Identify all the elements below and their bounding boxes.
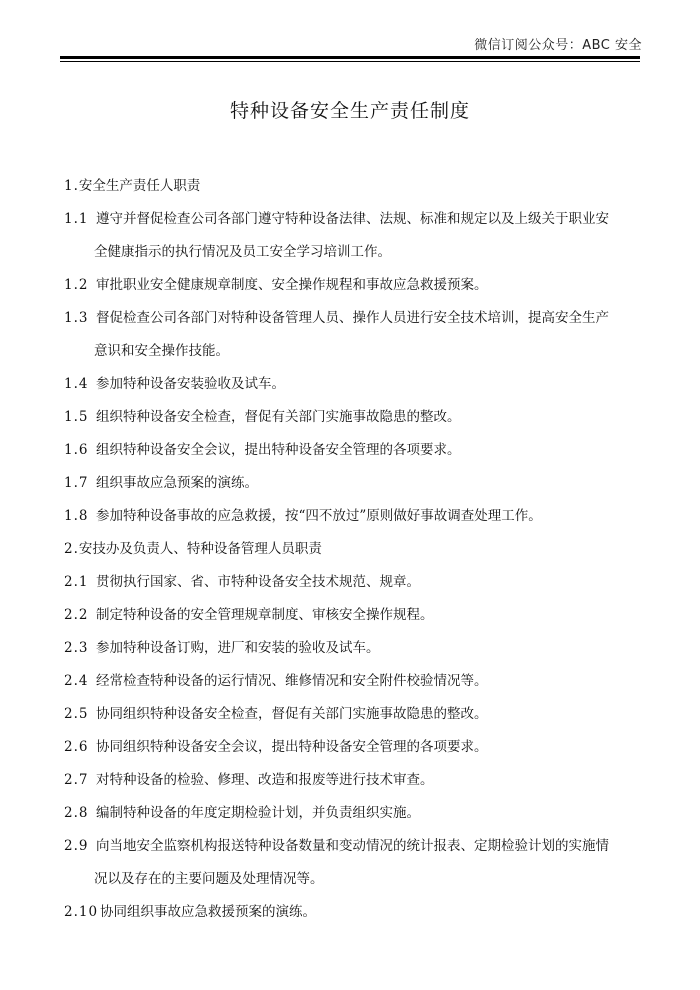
- item-text: 组织特种设备安全会议，提出特种设备安全管理的各项要求。: [96, 442, 461, 458]
- item-number: 1.4: [64, 376, 89, 392]
- item-number: 1.2: [64, 277, 89, 293]
- list-item-1-8: [64, 500, 640, 533]
- item-text: 组织事故应急预案的演练。: [96, 475, 258, 491]
- section-number: 1.: [64, 178, 79, 194]
- section-heading-2: [64, 533, 640, 566]
- item-number: 1.3: [64, 310, 89, 326]
- header-rule-thin: [60, 61, 640, 62]
- item-text: 制定特种设备的安全管理规章制度、审核安全操作规程。: [96, 607, 434, 623]
- item-number: 2.8: [64, 805, 89, 821]
- item-number: 1.8: [64, 508, 89, 524]
- list-item-2-1: [64, 566, 640, 599]
- list-item-1-6: [64, 434, 640, 467]
- list-item-2-10: [64, 896, 640, 929]
- list-item-1-1: [64, 203, 640, 269]
- section-number: 2.: [64, 541, 79, 557]
- item-text-line2: 意识和安全操作技能。: [94, 343, 229, 359]
- item-number: 1.7: [64, 475, 89, 491]
- item-text-line1: 向当地安全监察机构报送特种设备数量和变动情况的统计报表、定期检验计划的实施情: [96, 838, 609, 854]
- list-item-1-4: [64, 368, 640, 401]
- list-item-2-2: [64, 599, 640, 632]
- header-rule-thick: [60, 56, 640, 59]
- item-number: 2.7: [64, 772, 89, 788]
- item-text: 对特种设备的检验、修理、改造和报废等进行技术审查。: [96, 772, 434, 788]
- item-text: 参加特种设备安装验收及试车。: [96, 376, 285, 392]
- page-title: 特种设备安全生产责任制度: [229, 100, 470, 122]
- item-text: 参加特种设备事故的应急救援，按“四不放过”原则做好事故调查处理工作。: [96, 508, 542, 524]
- item-text: 审批职业安全健康规章制度、安全操作规程和事故应急救援预案。: [96, 277, 488, 293]
- item-text: 编制特种设备的年度定期检验计划，并负责组织实施。: [96, 805, 420, 821]
- item-number: 2.6: [64, 739, 89, 755]
- list-item-2-7: [64, 764, 640, 797]
- item-number: 2.2: [64, 607, 89, 623]
- item-number: 1.5: [64, 409, 89, 425]
- section-title: 安技办及负责人、特种设备管理人员职责: [78, 541, 322, 557]
- item-text: 协同组织特种设备安全会议，提出特种设备安全管理的各项要求。: [96, 739, 488, 755]
- item-text: 协同组织事故应急救援预案的演练。: [100, 904, 316, 920]
- item-text: 参加特种设备订购，进厂和安装的验收及试车。: [96, 640, 380, 656]
- item-text: 协同组织特种设备安全检查，督促有关部门实施事故隐患的整改。: [96, 706, 488, 722]
- item-number: 1.1: [64, 211, 89, 227]
- section-heading-1: [64, 170, 640, 203]
- list-item-2-3: [64, 632, 640, 665]
- list-item-1-2: [64, 269, 640, 302]
- item-number: 2.4: [64, 673, 89, 689]
- item-number: 2.9: [64, 838, 89, 854]
- item-number: 2.3: [64, 640, 89, 656]
- item-text-line1: 遵守并督促检查公司各部门遵守特种设备法律、法规、标准和规定以及上级关于职业安: [96, 211, 609, 227]
- list-item-2-8: [64, 797, 640, 830]
- item-text: 组织特种设备安全检查，督促有关部门实施事故隐患的整改。: [96, 409, 461, 425]
- list-item-1-7: [64, 467, 640, 500]
- item-text-line1: 督促检查公司各部门对特种设备管理人员、操作人员进行安全技术培训，提高安全生产: [96, 310, 609, 326]
- item-number: 1.6: [64, 442, 89, 458]
- item-text: 贯彻执行国家、省、市特种设备安全技术规范、规章。: [96, 574, 420, 590]
- list-item-1-5: [64, 401, 640, 434]
- list-item-2-5: [64, 698, 640, 731]
- list-item-2-9: [64, 830, 640, 896]
- item-text-line2: 况以及存在的主要问题及处理情况等。: [94, 871, 324, 887]
- list-item-2-4: [64, 665, 640, 698]
- document-body: [64, 170, 640, 929]
- list-item-1-3: [64, 302, 640, 368]
- item-text-line2: 全健康指示的执行情况及员工安全学习培训工作。: [94, 244, 391, 260]
- list-item-2-6: [64, 731, 640, 764]
- header-label: 微信订阅公众号：ABC 安全: [474, 38, 642, 53]
- item-number: 2.5: [64, 706, 89, 722]
- item-number: 2.1: [64, 574, 89, 590]
- item-text: 经常检查特种设备的运行情况、维修情况和安全附件校验情况等。: [96, 673, 488, 689]
- section-title: 安全生产责任人职责: [78, 178, 201, 194]
- item-number: 2.10: [64, 904, 99, 920]
